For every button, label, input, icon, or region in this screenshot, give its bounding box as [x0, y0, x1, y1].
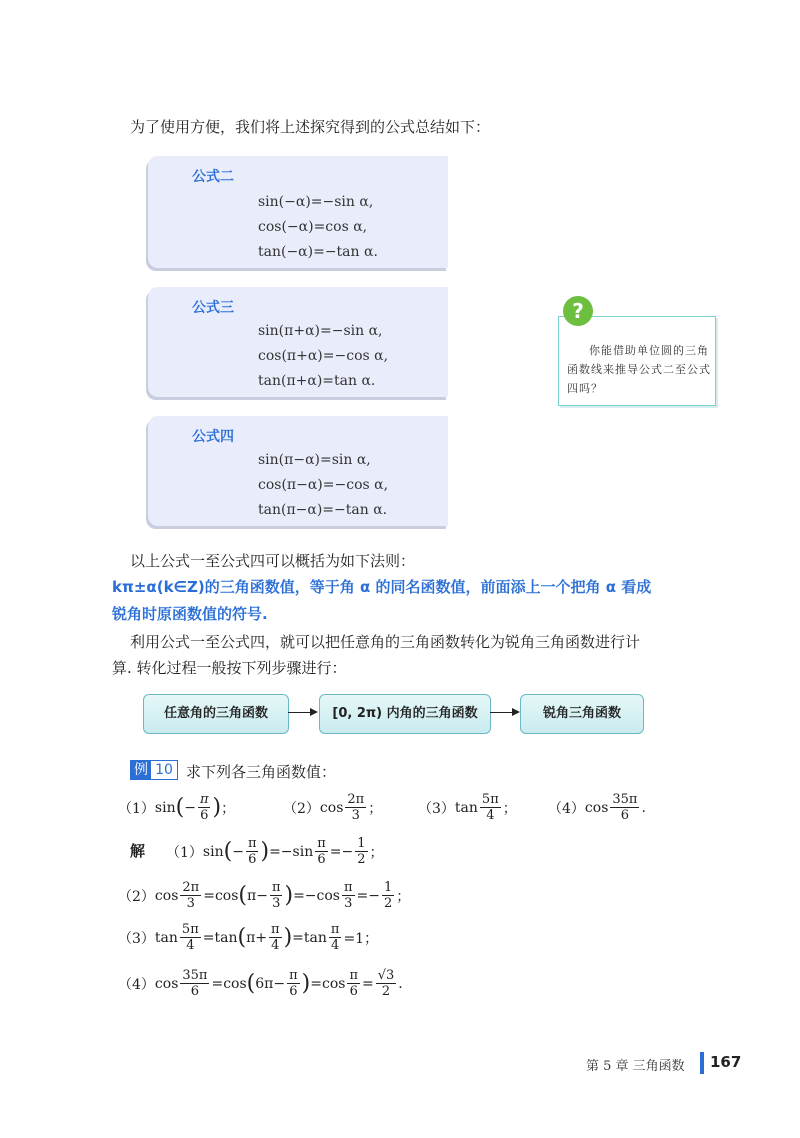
numerator: 5π — [481, 792, 499, 807]
formula-line: tan(−α)=−tan α. — [258, 244, 378, 260]
fraction — [180, 968, 209, 999]
denominator: 2 — [357, 852, 366, 867]
example-label: 例 — [130, 760, 152, 780]
denominator: 6 — [248, 852, 257, 867]
paren-close: ) — [283, 924, 293, 950]
numerator: 1 — [384, 880, 393, 895]
sign: − — [232, 843, 244, 860]
flow-box-acute: 锐角三角函数 — [520, 694, 644, 734]
terminator: ； — [368, 800, 383, 817]
solution-3 — [118, 922, 378, 953]
flow-arrow — [288, 712, 316, 713]
formula-box-4 — [148, 416, 448, 526]
denominator: 3 — [186, 896, 195, 911]
numerator: √3 — [377, 968, 395, 983]
solution-number: （3） — [118, 930, 155, 947]
func: sin — [154, 799, 176, 816]
numerator: π — [199, 792, 209, 807]
footer-bar — [700, 1052, 704, 1074]
problem-4 — [548, 792, 646, 823]
fraction — [287, 968, 300, 999]
rule-line-1: kπ±α(k∈Z)的三角函数值，等于角 α 的同名函数值，前面添上一个把角 α 看成 — [112, 578, 652, 596]
formula-title: 公式三 — [192, 300, 234, 316]
example-number: 10 — [150, 760, 178, 780]
expr: =−sin — [269, 843, 314, 860]
paren-close: ) — [260, 838, 270, 864]
expr: =cos — [211, 975, 247, 992]
terminator: ； — [221, 800, 236, 817]
paren-open: ( — [237, 924, 247, 950]
problem-3 — [418, 792, 517, 823]
solution-1 — [166, 836, 384, 867]
numerator: 35π — [612, 792, 638, 807]
func: cos — [154, 887, 179, 904]
question-box — [558, 316, 716, 406]
paren-open: ( — [175, 794, 185, 820]
numerator: 2π — [182, 880, 200, 895]
fraction — [610, 792, 639, 823]
denominator: 6 — [317, 852, 326, 867]
fraction — [382, 880, 394, 911]
paren-close: ) — [212, 794, 222, 820]
chapter-label: 第 5 章 三角函数 — [586, 1059, 685, 1074]
solution-number: （4） — [118, 976, 155, 993]
func: sin — [202, 843, 224, 860]
rule-line-2: 锐角时原函数值的符号. — [112, 605, 268, 623]
formula-line: tan(π−α)=−tan α. — [258, 502, 388, 518]
fraction — [269, 922, 282, 953]
expr: π+ — [246, 929, 268, 946]
expr: =tan — [202, 929, 238, 946]
numerator: π — [289, 968, 298, 983]
solution-number: （2） — [118, 888, 155, 905]
numerator: 2π — [347, 792, 365, 807]
fraction — [480, 792, 501, 823]
formula-line: cos(−α)=cos α, — [258, 219, 368, 235]
denominator: 6 — [289, 984, 298, 999]
expr: π− — [247, 887, 268, 904]
terminator: . — [398, 975, 403, 992]
solution-2 — [118, 880, 410, 911]
denominator: 2 — [381, 984, 391, 999]
func: cos — [584, 799, 609, 816]
denominator: 6 — [620, 808, 630, 823]
summary-text: 以上公式一至公式四可以概括为如下法则： — [130, 552, 416, 570]
numerator: π — [344, 880, 353, 895]
problem-number: （1） — [118, 800, 155, 817]
example-prompt: 求下列各三角函数值： — [186, 763, 337, 781]
formula-line: tan(π+α)=tan α. — [258, 373, 376, 389]
denominator: 4 — [331, 938, 340, 953]
paren-open: ( — [223, 838, 233, 864]
expr: =−cos — [293, 887, 340, 904]
problem-number: （2） — [283, 800, 320, 817]
problem-1 — [118, 792, 235, 823]
numerator: π — [317, 836, 326, 851]
fraction — [329, 922, 342, 953]
fraction — [180, 880, 201, 911]
formula-line: cos(π−α)=−cos α, — [258, 477, 389, 493]
numerator: 1 — [357, 836, 366, 851]
formula-line: sin(−α)=−sin α, — [258, 194, 374, 210]
denominator: 3 — [344, 896, 353, 911]
denominator: 4 — [271, 938, 280, 953]
problem-number: （4） — [548, 800, 585, 817]
solution-number: （1） — [166, 844, 203, 861]
paren-open: ( — [238, 882, 247, 908]
func: tan — [154, 929, 178, 946]
fraction — [270, 880, 283, 911]
fraction — [347, 968, 360, 999]
solution-4 — [118, 968, 403, 999]
expr: 6π− — [255, 975, 286, 992]
func: cos — [319, 799, 344, 816]
fraction — [315, 836, 328, 867]
solution-label: 解 — [130, 842, 146, 860]
expr: =tan — [292, 929, 327, 946]
numerator: π — [330, 922, 340, 937]
numerator: π — [271, 880, 281, 895]
denominator: 4 — [486, 808, 495, 823]
formula-box-3 — [148, 287, 448, 397]
expr: =cos — [310, 975, 346, 992]
paren-close: ) — [284, 882, 294, 908]
denominator: 2 — [384, 896, 393, 911]
fraction — [246, 836, 259, 867]
fraction — [345, 792, 366, 823]
denominator: 3 — [272, 896, 281, 911]
terminator: =1； — [343, 930, 379, 947]
terminator: . — [641, 799, 646, 816]
formula-line: sin(π+α)=−sin α, — [258, 323, 383, 339]
denominator: 6 — [190, 984, 200, 999]
problem-number: （3） — [418, 800, 455, 817]
paragraph-line-2: 算. 转化过程一般按下列步骤进行： — [112, 659, 347, 677]
paren-open: ( — [246, 970, 256, 996]
expr: =− — [329, 843, 354, 860]
expr: =− — [356, 887, 381, 904]
terminator: ； — [369, 844, 384, 861]
terminator: ； — [502, 800, 517, 817]
intro-text: 为了使用方便，我们将上述探究得到的公式总结如下： — [130, 118, 491, 136]
formula-line: cos(π+α)=−cos α, — [258, 348, 389, 364]
question-text: 你能借助单位圆的三角函数线来推导公式二至公式四吗？ — [567, 344, 711, 395]
denominator: 6 — [200, 808, 209, 823]
terminator: ； — [396, 888, 411, 905]
formula-line: sin(π−α)=sin α, — [258, 452, 371, 468]
fraction — [376, 968, 397, 999]
numerator: 35π — [182, 968, 208, 983]
denominator: 6 — [349, 984, 358, 999]
paragraph-line-1: 利用公式一至公式四，就可以把任意角的三角函数转化为锐角三角函数进行计 — [130, 633, 641, 651]
fraction — [342, 880, 355, 911]
question-icon: ? — [563, 296, 593, 326]
expr: = — [361, 975, 374, 992]
fraction — [180, 922, 201, 953]
numerator: π — [271, 922, 280, 937]
flow-box-range: [0, 2π) 内角的三角函数 — [319, 694, 491, 734]
problem-2 — [283, 792, 382, 823]
formula-title: 公式二 — [192, 169, 234, 185]
denominator: 3 — [351, 808, 360, 823]
denominator: 4 — [186, 938, 195, 953]
numerator: π — [349, 968, 358, 983]
page-number: 167 — [710, 1053, 742, 1071]
fraction — [198, 792, 211, 823]
expr: =cos — [203, 887, 239, 904]
flow-arrow — [490, 712, 518, 713]
formula-title: 公式四 — [192, 429, 234, 445]
fraction — [355, 836, 367, 867]
paren-close: ) — [301, 970, 311, 996]
flow-box-any-angle: 任意角的三角函数 — [143, 694, 289, 734]
func: cos — [154, 975, 179, 992]
sign: − — [184, 799, 196, 816]
numerator: π — [247, 836, 257, 851]
numerator: 5π — [181, 922, 199, 937]
formula-box-2 — [148, 156, 448, 268]
func: tan — [454, 799, 478, 816]
